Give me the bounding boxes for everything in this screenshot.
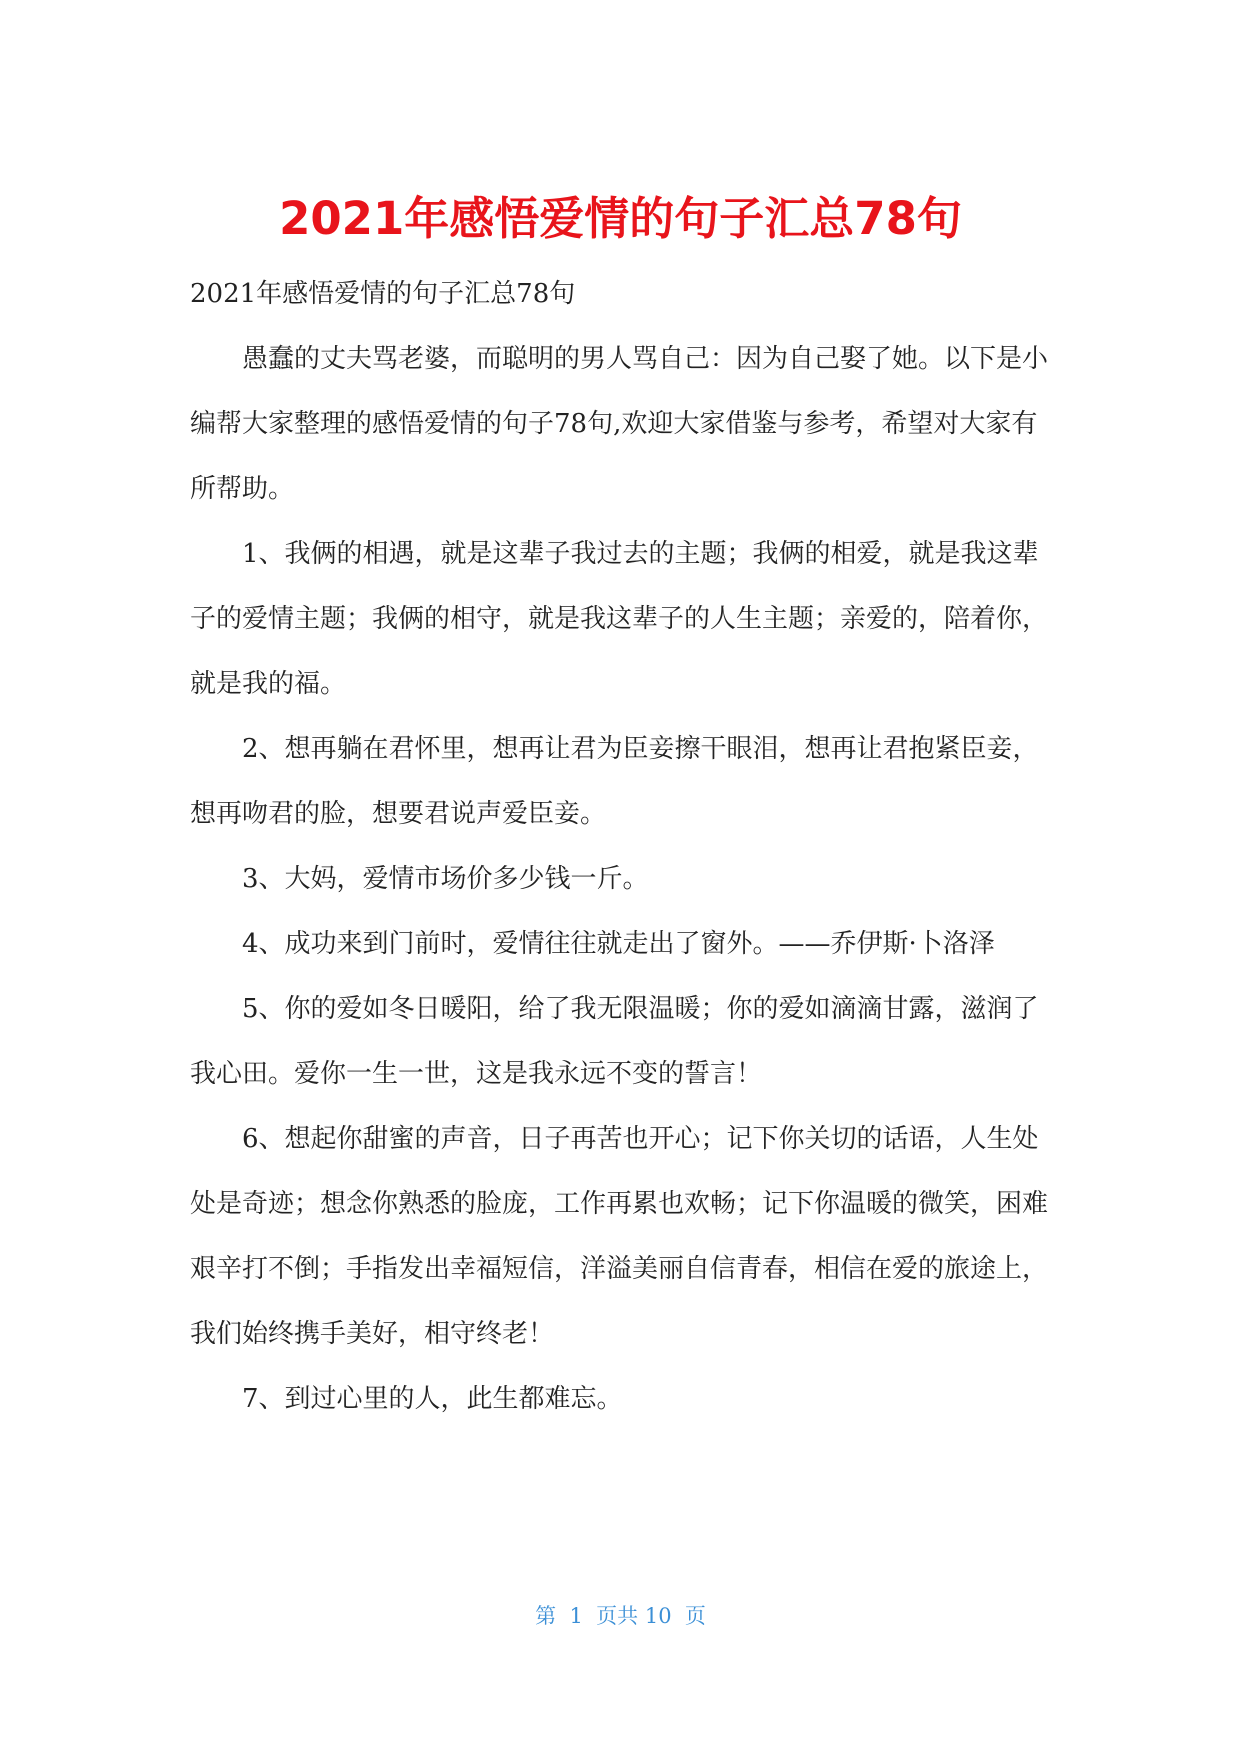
paragraph-item-4: 4、成功来到门前时，爱情往往就走出了窗外。——乔伊斯·卜洛泽 xyxy=(242,929,995,959)
page-number-footer: 第 1 页共 10 页 xyxy=(535,1604,706,1628)
document-title: 2021年感悟爱情的句子汇总78句 xyxy=(279,192,962,245)
paragraph-item-2: 2、想再躺在君怀里，想再让君为臣妾擦干眼泪，想再让君抱紧臣妾，想再吻君的脸，想要君说声爱臣妾。 xyxy=(190,734,1039,829)
paragraph-intro: 愚蠢的丈夫骂老婆，而聪明的男人骂自己：因为自己娶了她。以下是小编帮大家整理的感悟爱情的句子78句,欢迎大家借鉴与参考，希望对大家有所帮助。 xyxy=(190,344,1049,504)
paragraph-item-7: 7、到过心里的人，此生都难忘。 xyxy=(242,1384,623,1414)
document-body xyxy=(190,262,1051,1432)
paragraph-item-1: 1、我俩的相遇，就是这辈子我过去的主题；我俩的相爱，就是我这辈子的爱情主题；我俩的相守，就是我这辈子的人生主题；亲爱的，陪着你，就是我的福。 xyxy=(190,539,1049,699)
paragraph-item-5: 5、你的爱如冬日暖阳，给了我无限温暖；你的爱如滴滴甘露，滋润了我心田。爱你一生一世，这是我永远不变的誓言！ xyxy=(190,994,1039,1089)
paragraph-item-3: 3、大妈，爱情市场价多少钱一斤。 xyxy=(242,864,649,894)
paragraph-item-6: 6、想起你甜蜜的声音，日子再苦也开心；记下你关切的话语，人生处处是奇迹；想念你熟悉的脸庞，工作再累也欢畅；记下你温暖的微笑，困难艰辛打不倒；手指发出幸福短信，洋溢美丽自信青春，相信在爱的旅途上，我们始终携手美好，相守终老！ xyxy=(190,1124,1049,1349)
document-subtitle: 2021年感悟爱情的句子汇总78句 xyxy=(190,279,576,309)
